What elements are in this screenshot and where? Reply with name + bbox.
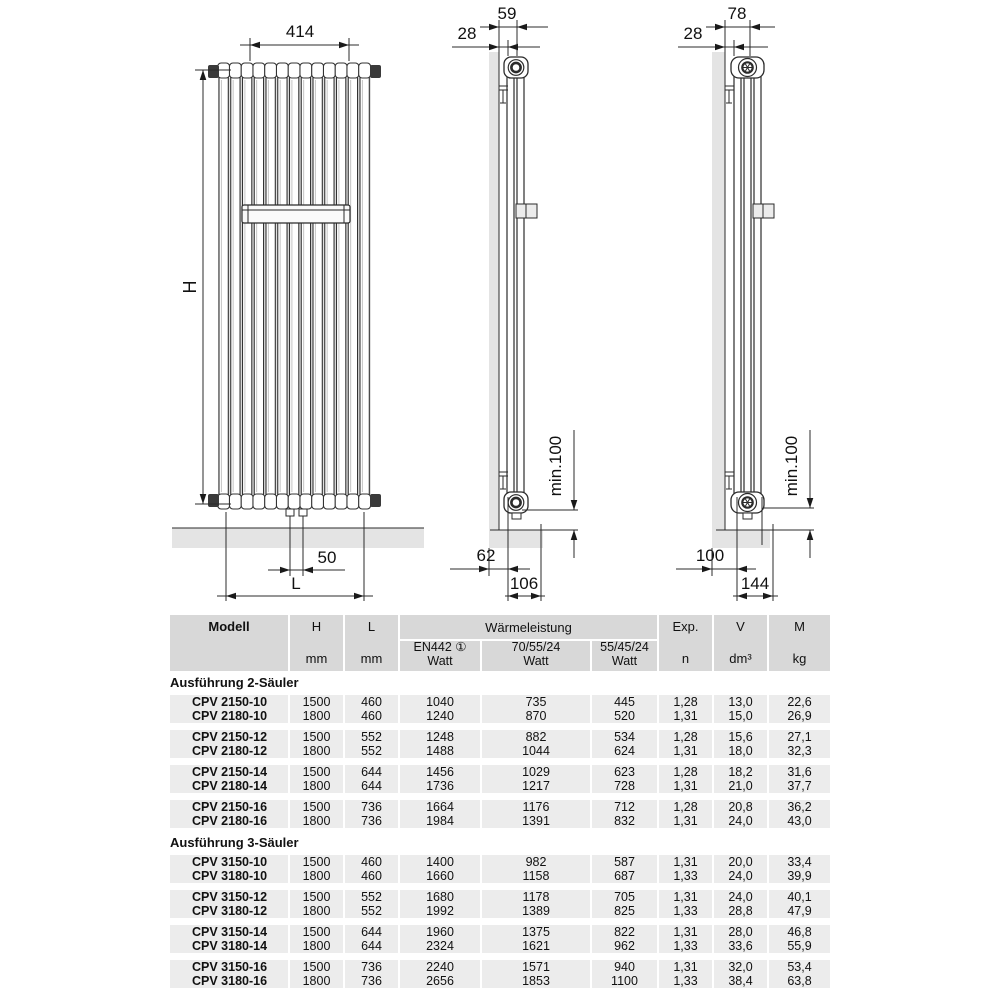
model-cell: CPV 3180-12 <box>170 904 288 918</box>
value-cell: 22,6 <box>769 695 830 709</box>
value-cell: 1,31 <box>659 890 712 904</box>
col-label-en442: EN442 ① <box>413 640 467 654</box>
value-cell: 1,28 <box>659 730 712 744</box>
side-view-3col-drawing <box>684 4 801 593</box>
table-row <box>170 709 830 723</box>
value-cell: 1500 <box>290 695 343 709</box>
value-cell: 2656 <box>400 974 480 988</box>
col-label-exp: Exp. <box>672 619 699 634</box>
value-cell: 1100 <box>592 974 657 988</box>
header-cell-h <box>290 615 343 671</box>
value-cell: 28,0 <box>714 925 767 939</box>
value-cell: 1158 <box>482 869 590 883</box>
value-cell: 982 <box>482 855 590 869</box>
col-label-h: H <box>311 619 322 634</box>
value-cell: 1,33 <box>659 974 712 988</box>
value-cell: 1500 <box>290 855 343 869</box>
column-tube <box>517 76 524 497</box>
unit-label-n: n <box>681 651 690 666</box>
value-cell: 940 <box>592 960 657 974</box>
value-cell: 1178 <box>482 890 590 904</box>
table-row <box>170 800 830 814</box>
wall-band <box>712 52 725 530</box>
value-cell: 1500 <box>290 890 343 904</box>
drain-stub <box>743 513 752 519</box>
dim-label-wall-gap: 28 <box>457 24 477 43</box>
value-cell: 2324 <box>400 939 480 953</box>
value-cell: 15,0 <box>714 709 767 723</box>
unit-label-kg: kg <box>792 651 807 666</box>
table-row <box>170 855 830 869</box>
value-cell: 822 <box>592 925 657 939</box>
value-cell: 1,33 <box>659 939 712 953</box>
model-cell: CPV 2180-12 <box>170 744 288 758</box>
dim-label-width: 414 <box>285 22 315 41</box>
value-cell: 1800 <box>290 939 343 953</box>
model-cell: CPV 2150-14 <box>170 765 288 779</box>
value-cell: 1375 <box>482 925 590 939</box>
dim-label-length: L <box>291 574 301 593</box>
end-cap <box>370 65 381 78</box>
dim-label-depth: 59 <box>497 4 517 23</box>
wall-band <box>489 52 499 530</box>
value-cell: 1800 <box>290 709 343 723</box>
value-cell: 43,0 <box>769 814 830 828</box>
value-cell: 24,0 <box>714 869 767 883</box>
value-cell: 1,31 <box>659 814 712 828</box>
table-header <box>170 615 830 671</box>
dim-label-min-floor: min.100 <box>546 435 565 497</box>
column-tube <box>754 76 761 497</box>
value-cell: 736 <box>345 974 398 988</box>
value-cell: 1217 <box>482 779 590 793</box>
table-row <box>170 904 830 918</box>
value-cell: 1621 <box>482 939 590 953</box>
value-cell: 20,0 <box>714 855 767 869</box>
pipe-stub <box>286 509 294 516</box>
value-cell: 13,0 <box>714 695 767 709</box>
value-cell: 36,2 <box>769 800 830 814</box>
value-cell: 63,8 <box>769 974 830 988</box>
table-row <box>170 939 830 953</box>
value-cell: 735 <box>482 695 590 709</box>
value-cell: 520 <box>592 709 657 723</box>
dim-label-bottom-b: 106 <box>509 574 539 593</box>
value-cell: 1389 <box>482 904 590 918</box>
value-cell: 1800 <box>290 779 343 793</box>
col-label-model: Modell <box>208 619 250 634</box>
value-cell: 1456 <box>400 765 480 779</box>
unit-label-watt: Watt <box>523 653 549 668</box>
value-cell: 1800 <box>290 744 343 758</box>
value-cell: 644 <box>345 939 398 953</box>
value-cell: 1,33 <box>659 869 712 883</box>
value-cell: 1,31 <box>659 855 712 869</box>
value-cell: 28,8 <box>714 904 767 918</box>
side-view-2col-drawing <box>458 4 565 593</box>
front-view-drawing <box>172 22 424 593</box>
header-cell-heat-output <box>400 615 657 671</box>
model-cell: CPV 3150-10 <box>170 855 288 869</box>
value-cell: 24,0 <box>714 890 767 904</box>
value-cell: 1391 <box>482 814 590 828</box>
table-row <box>170 960 830 974</box>
value-cell: 1400 <box>400 855 480 869</box>
col-label-v: V <box>736 619 745 634</box>
spec-table-body <box>170 675 830 988</box>
value-cell: 47,9 <box>769 904 830 918</box>
table-row <box>170 869 830 883</box>
pipe-stub <box>299 509 307 516</box>
dim-label-pipe-spacing: 50 <box>317 548 337 567</box>
unit-label-mm: mm <box>360 651 383 666</box>
dim-label-bottom-b: 144 <box>740 574 770 593</box>
value-cell: 1800 <box>290 974 343 988</box>
value-cell: 40,1 <box>769 890 830 904</box>
value-cell: 1488 <box>400 744 480 758</box>
dim-label-wall-gap: 28 <box>683 24 703 43</box>
value-cell: 644 <box>345 925 398 939</box>
value-cell: 1800 <box>290 904 343 918</box>
end-cap <box>208 65 219 78</box>
value-cell: 33,6 <box>714 939 767 953</box>
value-cell: 1044 <box>482 744 590 758</box>
value-cell: 1,28 <box>659 800 712 814</box>
value-cell: 1176 <box>482 800 590 814</box>
model-pair-group <box>170 800 830 828</box>
value-cell: 870 <box>482 709 590 723</box>
col-label-m: M <box>794 619 805 634</box>
value-cell: 736 <box>345 960 398 974</box>
value-cell: 33,4 <box>769 855 830 869</box>
spec-table <box>170 615 830 993</box>
col-label-70-55-24: 70/55/24 <box>511 640 561 654</box>
value-cell: 460 <box>345 709 398 723</box>
model-pair-group <box>170 765 830 793</box>
model-cell: CPV 3180-16 <box>170 974 288 988</box>
table-row <box>170 695 830 709</box>
value-cell: 736 <box>345 814 398 828</box>
value-cell: 1,28 <box>659 765 712 779</box>
col-label-55-45-24: 55/45/24 <box>600 640 649 654</box>
value-cell: 1040 <box>400 695 480 709</box>
value-cell: 644 <box>345 765 398 779</box>
table-row <box>170 765 830 779</box>
value-cell: 31,6 <box>769 765 830 779</box>
value-cell: 460 <box>345 695 398 709</box>
model-pair-group <box>170 960 830 988</box>
value-cell: 552 <box>345 890 398 904</box>
dim-label-bottom-a: 62 <box>476 546 496 565</box>
column-tube <box>507 76 514 497</box>
value-cell: 1,28 <box>659 695 712 709</box>
value-cell: 705 <box>592 890 657 904</box>
end-cap <box>370 494 381 507</box>
value-cell: 1680 <box>400 890 480 904</box>
value-cell: 1500 <box>290 765 343 779</box>
header-cell-m <box>769 615 830 671</box>
value-cell: 1,31 <box>659 960 712 974</box>
header-cell-model <box>170 615 288 671</box>
value-cell: 1,33 <box>659 904 712 918</box>
value-cell: 1984 <box>400 814 480 828</box>
value-cell: 712 <box>592 800 657 814</box>
value-cell: 1500 <box>290 730 343 744</box>
column-tube <box>734 76 741 497</box>
model-cell: CPV 3150-12 <box>170 890 288 904</box>
header-cell-exp <box>659 615 712 671</box>
value-cell: 1853 <box>482 974 590 988</box>
dim-label-bottom-a: 100 <box>695 546 725 565</box>
model-cell: CPV 2150-12 <box>170 730 288 744</box>
value-cell: 460 <box>345 869 398 883</box>
section-title: Ausführung 2-Säuler <box>170 675 299 690</box>
table-row <box>170 925 830 939</box>
header-cell-v <box>714 615 767 671</box>
model-pair-group <box>170 730 830 758</box>
value-cell: 1240 <box>400 709 480 723</box>
value-cell: 882 <box>482 730 590 744</box>
unit-label-watt: Watt <box>427 653 453 668</box>
model-pair-group <box>170 695 830 723</box>
model-cell: CPV 3150-16 <box>170 960 288 974</box>
floor-band <box>172 528 424 548</box>
value-cell: 736 <box>345 800 398 814</box>
value-cell: 55,9 <box>769 939 830 953</box>
value-cell: 39,9 <box>769 869 830 883</box>
value-cell: 534 <box>592 730 657 744</box>
value-cell: 53,4 <box>769 960 830 974</box>
model-cell: CPV 2180-14 <box>170 779 288 793</box>
col-label-heat-output: Wärmeleistung <box>400 615 657 639</box>
value-cell: 962 <box>592 939 657 953</box>
drain-stub <box>512 513 521 519</box>
value-cell: 21,0 <box>714 779 767 793</box>
value-cell: 552 <box>345 744 398 758</box>
value-cell: 38,4 <box>714 974 767 988</box>
value-cell: 1500 <box>290 800 343 814</box>
value-cell: 624 <box>592 744 657 758</box>
value-cell: 37,7 <box>769 779 830 793</box>
value-cell: 15,6 <box>714 730 767 744</box>
unit-label-dm3: dm³ <box>729 651 752 666</box>
value-cell: 27,1 <box>769 730 830 744</box>
dim-label-height: H <box>180 280 200 294</box>
table-row <box>170 890 830 904</box>
value-cell: 1992 <box>400 904 480 918</box>
model-cell: CPV 2150-16 <box>170 800 288 814</box>
col-label-l: L <box>367 619 376 634</box>
value-cell: 832 <box>592 814 657 828</box>
model-pair-group <box>170 890 830 918</box>
end-cap <box>208 494 219 507</box>
section-title: Ausführung 3-Säuler <box>170 835 299 850</box>
table-row <box>170 974 830 988</box>
dim-label-min-floor: min.100 <box>782 435 801 497</box>
value-cell: 1664 <box>400 800 480 814</box>
model-pair-group <box>170 925 830 953</box>
value-cell: 1,31 <box>659 709 712 723</box>
value-cell: 20,8 <box>714 800 767 814</box>
value-cell: 687 <box>592 869 657 883</box>
value-cell: 1500 <box>290 925 343 939</box>
model-pair-group <box>170 855 830 883</box>
value-cell: 1248 <box>400 730 480 744</box>
value-cell: 32,0 <box>714 960 767 974</box>
value-cell: 24,0 <box>714 814 767 828</box>
value-cell: 1571 <box>482 960 590 974</box>
value-cell: 18,2 <box>714 765 767 779</box>
value-cell: 623 <box>592 765 657 779</box>
model-cell: CPV 2150-10 <box>170 695 288 709</box>
value-cell: 1,31 <box>659 744 712 758</box>
value-cell: 728 <box>592 779 657 793</box>
value-cell: 1800 <box>290 814 343 828</box>
subheader-70-55-24 <box>482 641 590 671</box>
model-cell: CPV 2180-16 <box>170 814 288 828</box>
value-cell: 825 <box>592 904 657 918</box>
model-cell: CPV 3150-14 <box>170 925 288 939</box>
value-cell: 1800 <box>290 869 343 883</box>
value-cell: 445 <box>592 695 657 709</box>
subheader-en442 <box>400 641 480 671</box>
model-cell: CPV 3180-10 <box>170 869 288 883</box>
value-cell: 18,0 <box>714 744 767 758</box>
header-cell-l <box>345 615 398 671</box>
floor-band <box>489 530 543 548</box>
towel-bar <box>242 205 350 223</box>
value-cell: 552 <box>345 730 398 744</box>
dim-label-depth: 78 <box>727 4 747 23</box>
table-row <box>170 814 830 828</box>
value-cell: 1660 <box>400 869 480 883</box>
value-cell: 1960 <box>400 925 480 939</box>
model-cell: CPV 2180-10 <box>170 709 288 723</box>
value-cell: 552 <box>345 904 398 918</box>
value-cell: 26,9 <box>769 709 830 723</box>
subheader-55-45-24 <box>592 641 657 671</box>
value-cell: 46,8 <box>769 925 830 939</box>
table-row <box>170 744 830 758</box>
unit-label-watt: Watt <box>611 653 638 668</box>
value-cell: 1,31 <box>659 925 712 939</box>
value-cell: 460 <box>345 855 398 869</box>
unit-label-mm: mm <box>305 651 328 666</box>
model-cell: CPV 3180-14 <box>170 939 288 953</box>
table-row <box>170 730 830 744</box>
column-tube <box>744 76 751 497</box>
value-cell: 644 <box>345 779 398 793</box>
value-cell: 1,31 <box>659 779 712 793</box>
value-cell: 1500 <box>290 960 343 974</box>
value-cell: 1736 <box>400 779 480 793</box>
table-row <box>170 779 830 793</box>
value-cell: 1029 <box>482 765 590 779</box>
value-cell: 2240 <box>400 960 480 974</box>
value-cell: 32,3 <box>769 744 830 758</box>
value-cell: 587 <box>592 855 657 869</box>
